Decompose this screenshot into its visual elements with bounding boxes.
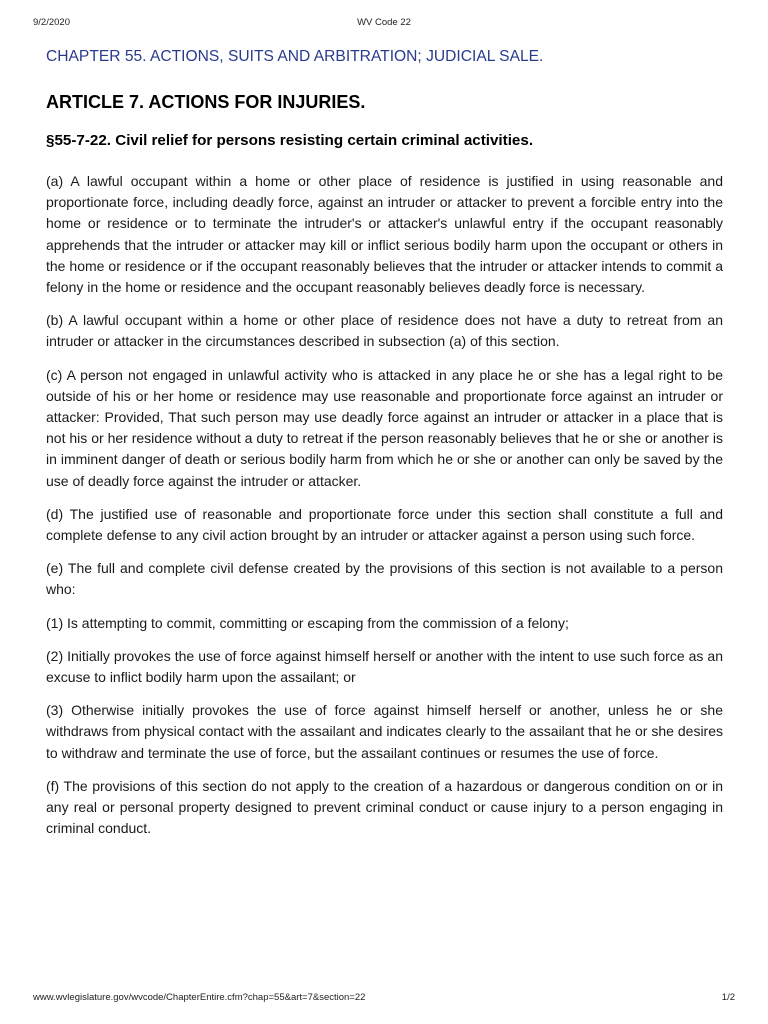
print-date: 9/2/2020 xyxy=(33,17,70,28)
paragraph-b: (b) A lawful occupant within a home or other place of residence does not have a duty to retreat from an intruder or attacker in the circumstances described in subsection (a) of this section. xyxy=(46,312,723,350)
section-body xyxy=(46,171,723,839)
article-heading: ARTICLE 7. ACTIONS FOR INJURIES. xyxy=(46,92,366,112)
paragraph-c: (c) A person not engaged in unlawful activity who is attacked in any place he or she has a legal right to be outside of his or her home or residence may use reasonable and proportionate force against an intruder or attacker: Provided, That such person may use deadly force against an intruder or attacker in a place that is not his or her residence without a duty to retreat if the person reasonably believes that he or she or another is in imminent danger of death or serious bodily harm from which he or she or another can only be saved by the use of deadly force against the intruder or attacker. xyxy=(46,366,723,489)
document-content xyxy=(46,46,723,851)
print-footer xyxy=(33,992,735,1006)
paragraph-f: (f) The provisions of this section do not apply to the creation of a hazardous or dangerous condition on or in any real or personal property designed to prevent criminal conduct or cause injury to a person engaging in criminal conduct. xyxy=(46,777,723,837)
paragraph-e-3: (3) Otherwise initially provokes the use of force against himself herself or another, unless he or she withdraws from physical contact with the assailant and indicates clearly to the assailant that he or she desires to withdraw and terminate the use of force, but the assailant continues or resumes the use of force. xyxy=(46,702,723,761)
paragraph-e-1: (1) Is attempting to commit, committing or escaping from the commission of a felony; xyxy=(46,614,569,631)
chapter-heading: CHAPTER 55. ACTIONS, SUITS AND ARBITRATION; JUDICIAL SALE. xyxy=(46,48,544,65)
section-heading: §55-7-22. Civil relief for persons resisting certain criminal activities. xyxy=(46,132,534,149)
print-url: www.wvlegislature.gov/wvcode/ChapterEntire.cfm?chap=55&art=7&section=22 xyxy=(33,992,366,1003)
print-title: WV Code 22 xyxy=(357,17,411,28)
page-number: 1/2 xyxy=(721,992,735,1003)
paragraph-e: (e) The full and complete civil defense created by the provisions of this section is not available to a person who: xyxy=(46,560,723,598)
paragraph-d: (d) The justified use of reasonable and proportionate force under this section shall constitute a full and complete defense to any civil action brought by an intruder or attacker against a person using such force. xyxy=(46,505,723,544)
print-header xyxy=(33,17,735,31)
paragraph-e-2: (2) Initially provokes the use of force against himself herself or another with the intent to use such force as an excuse to inflict bodily harm upon the assailant; or xyxy=(46,647,723,686)
paragraph-a: (a) A lawful occupant within a home or other place of residence is justified in using reasonable and proportionate force, including deadly force, against an intruder or attacker to prevent a forcible entry into the home or residence or to terminate the intruder's or attacker's unlawful entry if the occupant reasonably apprehends that the intruder or attacker may kill or inflict serious bodily harm upon the occupant or others in the home or residence or if the occupant reasonably believes that the intruder or attacker intends to commit a felony in the home or residence and the occupant reasonably believes deadly force is necessary. xyxy=(46,173,723,296)
